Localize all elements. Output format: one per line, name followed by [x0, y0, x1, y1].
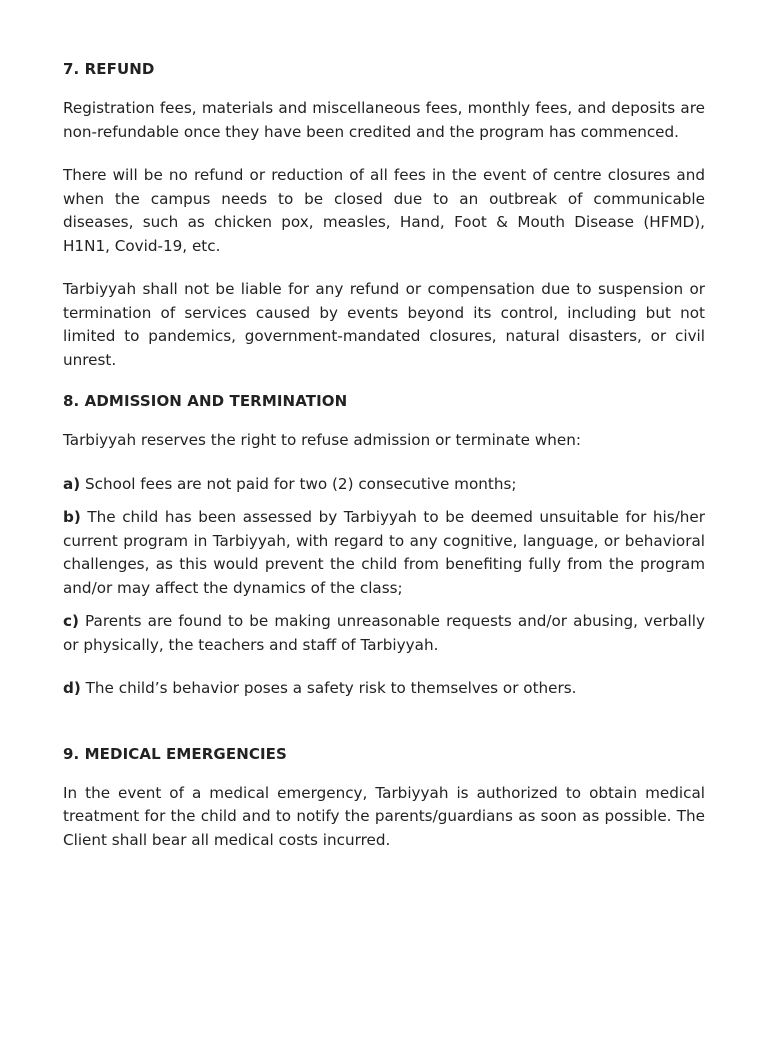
item-label: c) [63, 612, 79, 630]
section-heading: 9. MEDICAL EMERGENCIES [63, 744, 287, 763]
item-text: School fees are not paid for two (2) consecutive months; [80, 474, 517, 493]
item-text: The child has been assessed by Tarbiyyah to be deemed unsuitable for his/her current program in Tarbiyyah, with regard to any cognitive, language, or behavioral challenges, as this would prevent the child from benefiting fully from the program and/or may affect the dynamics of the class; [63, 508, 705, 597]
paragraph: Tarbiyyah reserves the right to refuse admission or terminate when: [63, 431, 581, 449]
paragraph: In the event of a medical emergency, Tarbiyyah is authorized to obtain medical treatment for the child and to notify the parents/guardians as soon as possible. The Client shall bear all medical costs incurred. [63, 783, 705, 849]
paragraph: Registration fees, materials and miscellaneous fees, monthly fees, and deposits are non-refundable once they have been credited and the program has commenced. [63, 99, 705, 141]
item-label: d) [63, 679, 81, 697]
list-item [63, 610, 705, 657]
section-heading: 7. REFUND [63, 60, 155, 78]
item-label: b) [63, 508, 81, 526]
section-refund [63, 60, 705, 372]
section-heading: 8. ADMISSION AND TERMINATION [63, 392, 348, 410]
section-medical [63, 745, 705, 853]
list-item [63, 677, 705, 701]
item-label: a) [63, 474, 81, 493]
list-item [63, 506, 705, 600]
paragraph: There will be no refund or reduction of all fees in the event of centre closures and when the campus needs to be closed due to an outbreak of communicable diseases, such as chicken pox, measles, Hand, Foot & Mouth Disease (HFMD), H1N1, Covid-19, etc. [63, 166, 705, 255]
section-admission [63, 392, 705, 701]
item-text: The child’s behavior poses a safety risk to themselves or others. [80, 679, 577, 697]
item-text: Parents are found to be making unreasonable requests and/or abusing, verbally or physically, the teachers and staff of Tarbiyyah. [63, 612, 705, 654]
list-item [63, 473, 705, 497]
paragraph: Tarbiyyah shall not be liable for any refund or compensation due to suspension or termination of services caused by events beyond its control, including but not limited to pandemics, government-mandated closures, natural disasters, or civil unrest. [63, 280, 705, 369]
